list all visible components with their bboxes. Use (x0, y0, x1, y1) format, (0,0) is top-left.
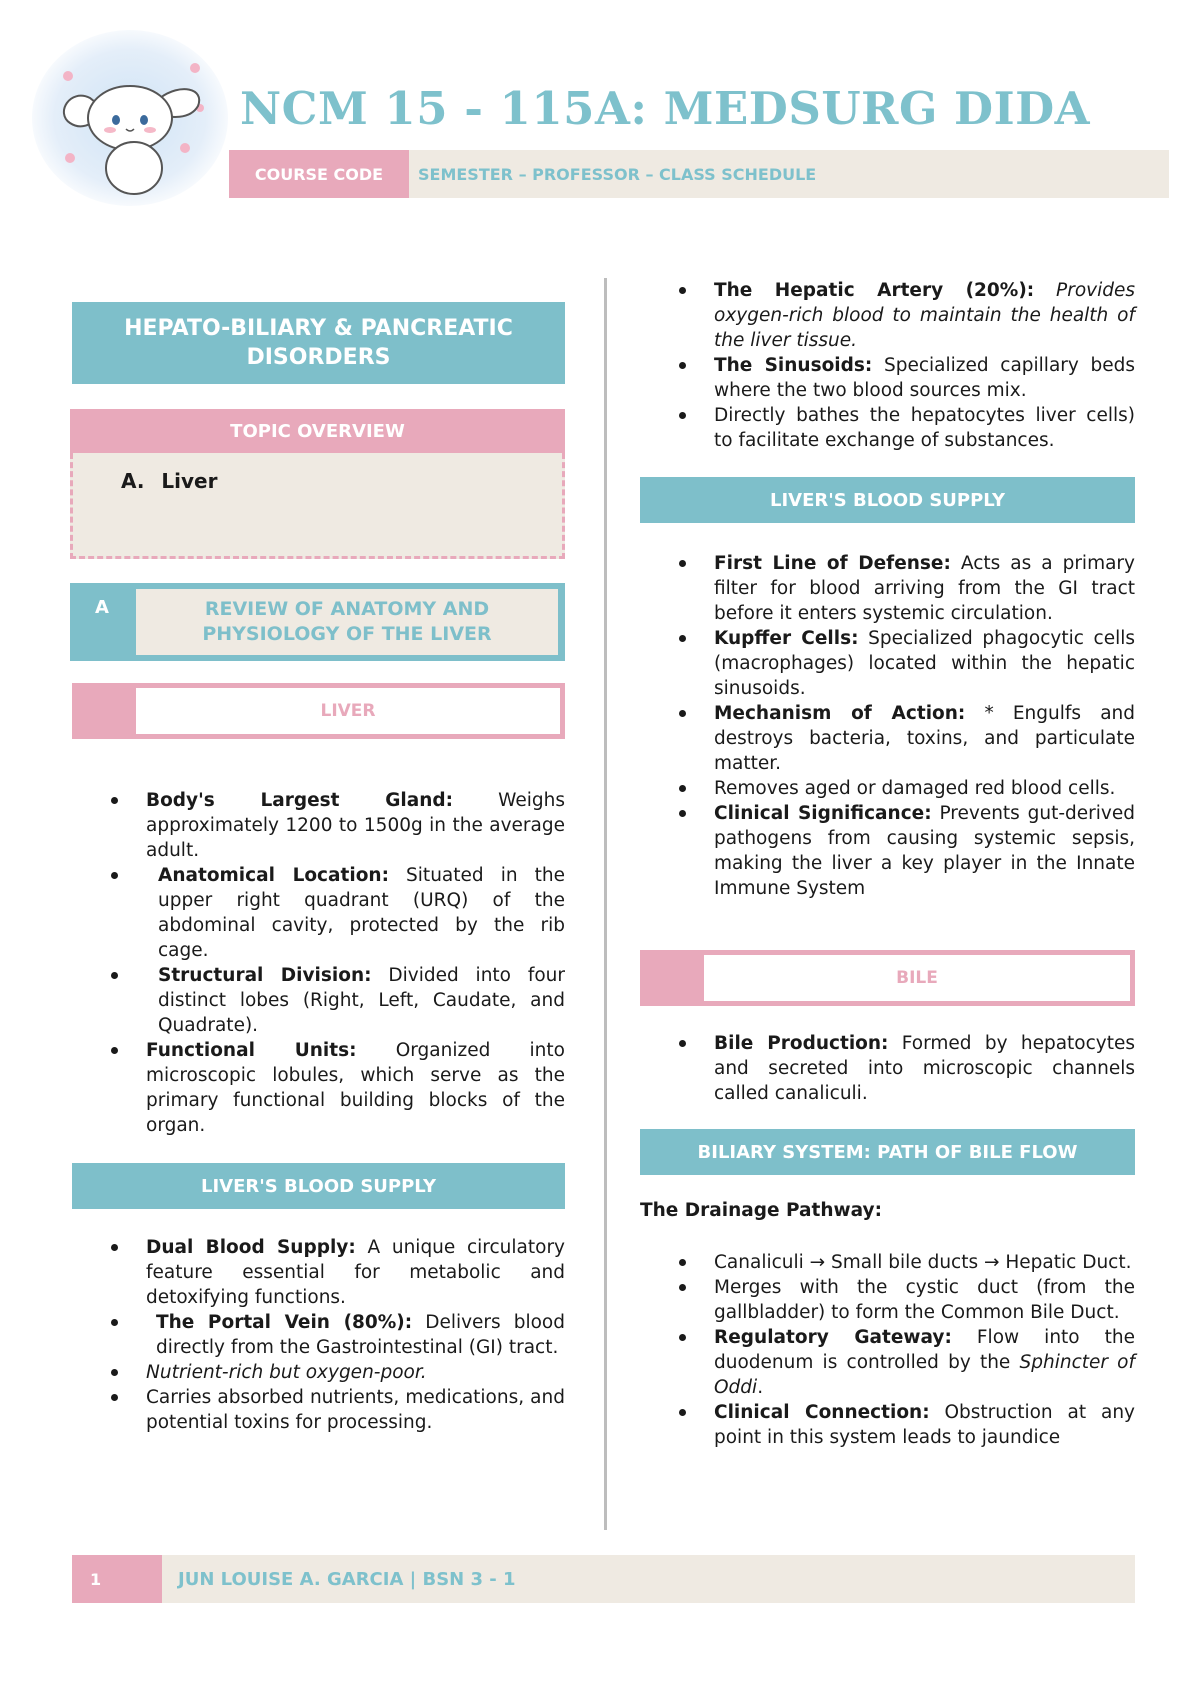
section-a-title: REVIEW OF ANATOMY AND PHYSIOLOGY OF THE LIVER (202, 598, 492, 645)
list-item: Carries absorbed nutrients, medications, and potential toxins for processing. (72, 1385, 565, 1435)
liver-facts-list (72, 788, 565, 1138)
list-item: First Line of Defense: Acts as a primary filter for blood arriving from the GI tract before it enters systemic circulation. (640, 551, 1135, 626)
overview-item-liver: Liver (161, 469, 218, 493)
list-item: Dual Blood Supply: A unique circulatory feature essential for metabolic and detoxifying functions. (72, 1235, 565, 1310)
blood-supply-list-left (72, 1235, 565, 1435)
list-item: Anatomical Location: Situated in the upper right quadrant (URQ) of the abdominal cavity, protected by the rib cage. (72, 863, 565, 963)
topic-overview-header (70, 409, 565, 453)
list-item: Structural Division: Divided into four distinct lobes (Right, Left, Caudate, and Quadrate). (72, 963, 565, 1038)
list-item: Kupffer Cells: Specialized phagocytic cells (macrophages) located within the hepatic sinusoids. (640, 626, 1135, 701)
list-item: Regulatory Gateway: Flow into the duodenum is controlled by the Sphincter of Oddi. (640, 1325, 1135, 1400)
list-item: Directly bathes the hepatocytes liver cells) to facilitate exchange of substances. (640, 403, 1135, 453)
list-item: Canaliculi → Small bile ducts → Hepatic Duct. (640, 1250, 1135, 1275)
main-topic-title: HEPATO-BILIARY & PANCREATIC DISORDERS (124, 316, 513, 370)
list-item: Clinical Significance: Prevents gut-derived pathogens from causing systemic sepsis, making the liver a key player in the Innate Immune System (640, 801, 1135, 901)
footer-author: JUN LOUISE A. GARCIA | BSN 3 - 1 (178, 1568, 516, 1590)
drainage-pathway-label: The Drainage Pathway: (640, 1200, 882, 1221)
blood-supply-continued-list (640, 278, 1135, 453)
mascot-illustration (30, 28, 230, 208)
document-title: NCM 15 - 115A: MEDSURG DIDA (240, 82, 1091, 135)
liver-header-label: LIVER (320, 701, 376, 721)
biliary-system-header (640, 1129, 1135, 1175)
main-topic-banner (72, 302, 565, 384)
list-item: Nutrient-rich but oxygen-poor. (72, 1360, 565, 1385)
liver-blood-supply-label-left: LIVER'S BLOOD SUPPLY (200, 1175, 437, 1197)
drainage-list (640, 1250, 1135, 1450)
section-a-letter: A (95, 597, 109, 618)
column-divider (604, 278, 607, 1530)
list-item: Clinical Connection: Obstruction at any point in this system leads to jaundice (640, 1400, 1135, 1450)
list-item: Bile Production: Formed by hepatocytes and secreted into microscopic channels called canaliculi. (640, 1031, 1135, 1106)
list-item: Removes aged or damaged red blood cells. (640, 776, 1135, 801)
course-info-label: SEMESTER – PROFESSOR – CLASS SCHEDULE (418, 164, 817, 184)
list-item: Functional Units: Organized into microscopic lobules, which serve as the primary functional building blocks of the organ. (72, 1038, 565, 1138)
section-a-banner (70, 583, 565, 661)
list-item: Merges with the cystic duct (from the gallbladder) to form the Common Bile Duct. (640, 1275, 1135, 1325)
course-code-label: COURSE CODE (229, 150, 409, 198)
liver-blood-supply-header-left (72, 1163, 565, 1209)
topic-overview-box (70, 453, 565, 559)
overview-item-letter: A. (121, 469, 145, 493)
page-number: 1 (72, 1555, 162, 1603)
bile-header-frame (640, 950, 1135, 1006)
list-item: Body's Largest Gland: Weighs approximately 1200 to 1500g in the average adult. (72, 788, 565, 863)
biliary-system-label: BILIARY SYSTEM: PATH OF BILE FLOW (697, 1141, 1078, 1163)
list-item: The Sinusoids: Specialized capillary beds where the two blood sources mix. (640, 353, 1135, 403)
topic-overview-label: TOPIC OVERVIEW (230, 420, 405, 442)
liver-header-frame (72, 683, 565, 739)
liver-blood-supply-label-right: LIVER'S BLOOD SUPPLY (769, 489, 1006, 511)
list-item: The Portal Vein (80%): Delivers blood directly from the Gastrointestinal (GI) tract. (72, 1310, 565, 1360)
bile-list (640, 1031, 1135, 1106)
list-item: The Hepatic Artery (20%): Provides oxygen-rich blood to maintain the health of the liver tissue. (640, 278, 1135, 353)
bile-header-label: BILE (896, 968, 938, 988)
list-item: Mechanism of Action: * Engulfs and destroys bacteria, toxins, and particulate matter. (640, 701, 1135, 776)
defense-list (640, 551, 1135, 901)
liver-blood-supply-header-right (640, 477, 1135, 523)
